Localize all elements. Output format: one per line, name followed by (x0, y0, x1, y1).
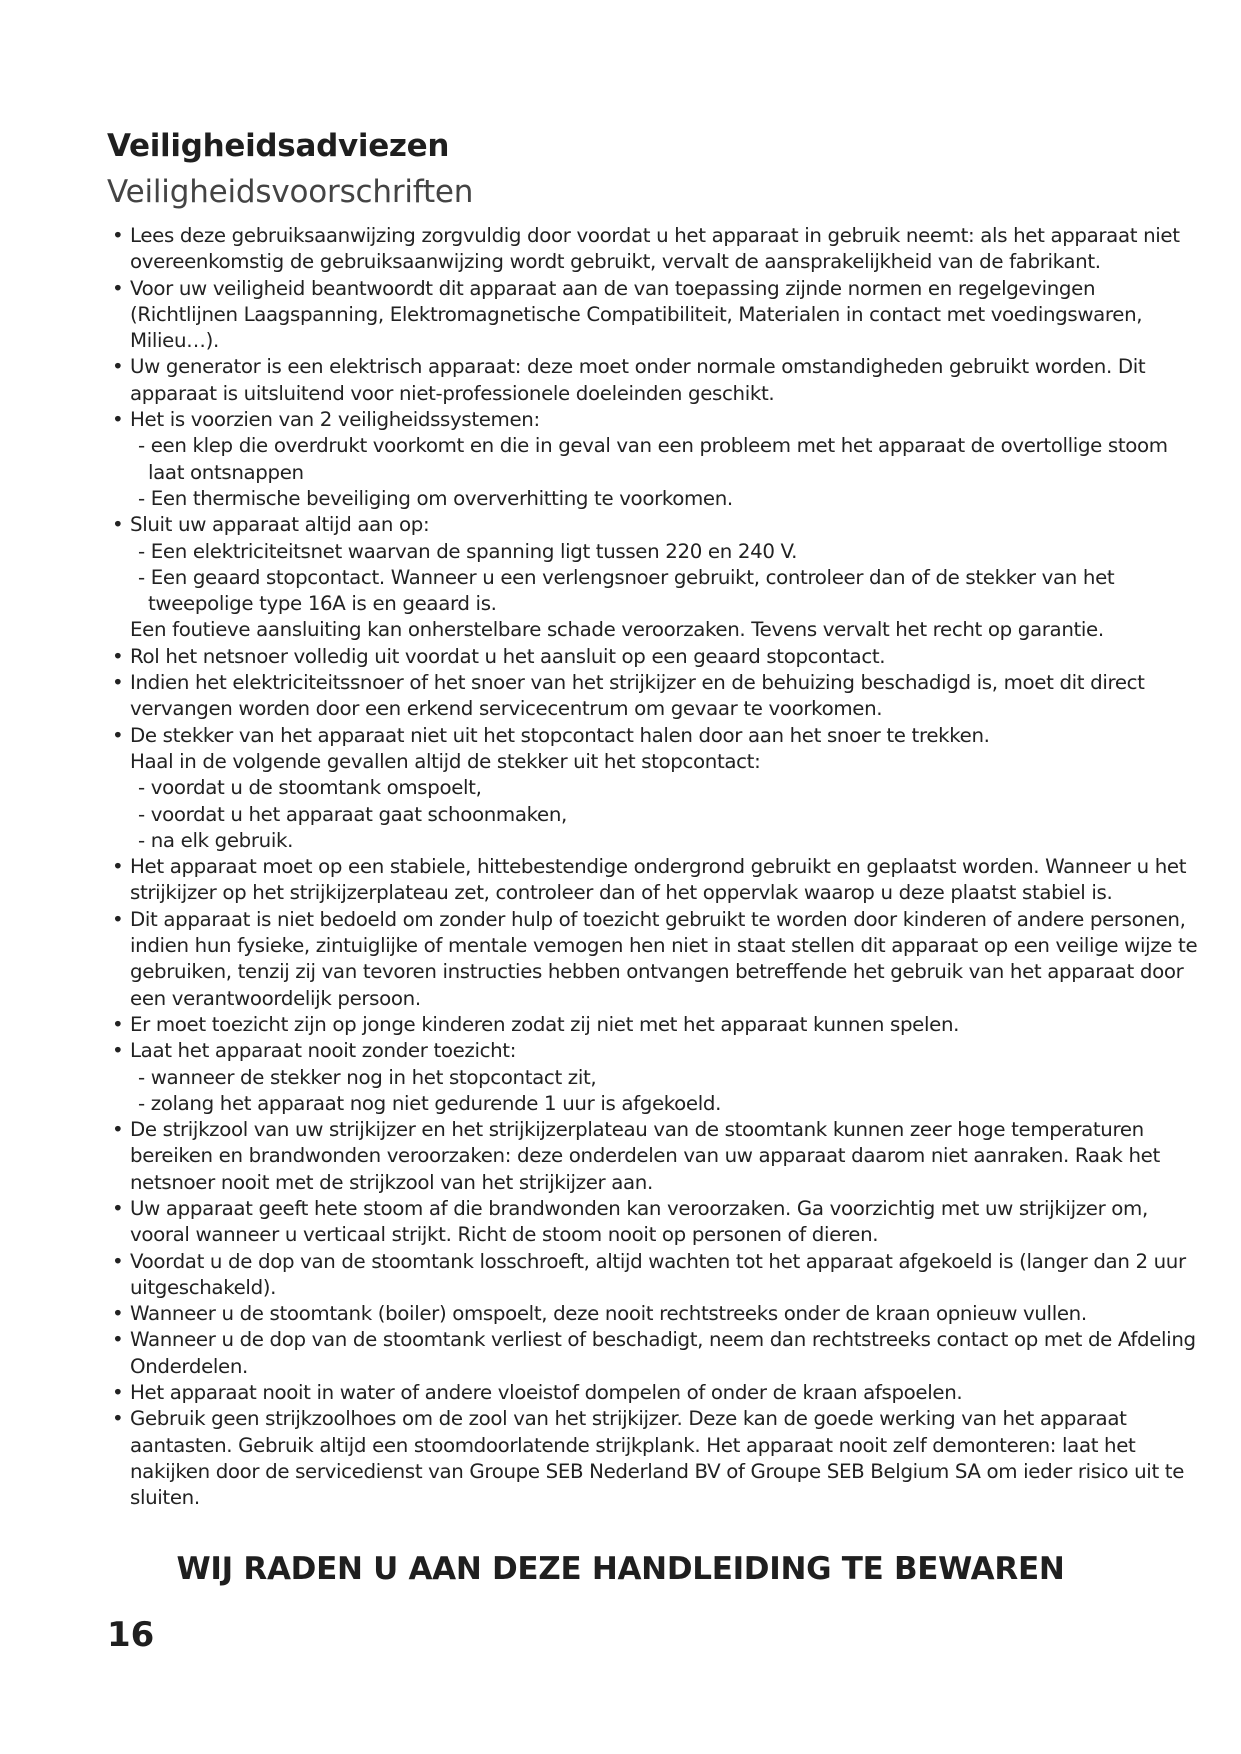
bullet-item: • Rol het netsnoer volledig uit voordat u het aansluit op een geaard stopcontact. (112, 644, 1202, 670)
bullet-item: • Het apparaat moet op een stabiele, hittebestendige ondergrond gebruikt en geplaatst worden. Wanneer u het strijkijzer op het strijkijzerplateau zet, controleer dan of het oppervlak waarop u deze plaatst stabiel is. (112, 854, 1202, 907)
continuation-text: Een foutieve aansluiting kan onherstelbare schade veroorzaken. Tevens vervalt het recht op garantie. (130, 618, 1104, 642)
bullet-item: • Er moet toezicht zijn op jonge kinderen zodat zij niet met het apparaat kunnen spelen. (112, 1012, 1202, 1038)
bullet-item: • Laat het apparaat nooit zonder toezicht: (112, 1038, 1202, 1064)
bullet-item: • Indien het elektriciteitssnoer of het snoer van het strijkijzer en de behuizing beschadigd is, moet dit direct vervangen worden door een erkend servicecentrum om gevaar te voorkomen. (112, 670, 1202, 723)
bullet-item: • Gebruik geen strijkzoolhoes om de zool van het strijkijzer. Deze kan de goede werking van het apparaat aantasten. Gebruik altijd een stoomdoorlatende strijkplank. Het apparaat nooit zelf demonteren: laat het nakijken door de servicedienst van Groupe SEB Nederland BV of Groupe SEB Belgium SA om ieder risico uit te sluiten. (112, 1406, 1202, 1511)
bullet-item: • Wanneer u de stoomtank (boiler) omspoelt, deze nooit rechtstreeks onder de kraan opnieuw vullen. (112, 1301, 1202, 1327)
sub-item: - voordat u het apparaat gaat schoonmaken, (138, 802, 567, 826)
page-number: 16 (107, 1615, 155, 1655)
safety-instructions (112, 223, 1202, 1512)
bullet-item: • Lees deze gebruiksaanwijzing zorgvuldig door voordat u het apparaat in gebruik neemt: als het apparaat niet overeenkomstig de gebruiksaanwijzing wordt gebruikt, vervalt de aansprakelijkheid van de fabrikant. (112, 223, 1202, 276)
bullet-item: • Uw apparaat geeft hete stoom af die brandwonden kan veroorzaken. Ga voorzichtig met uw strijkijzer om, vooral wanneer u verticaal strijkt. Richt de stoom nooit op personen of dieren. (112, 1196, 1202, 1249)
page-title: Veiligheidsadviezen (107, 128, 450, 164)
sub-item: - Een thermische beveiliging om oververhitting te voorkomen. (138, 486, 733, 510)
bullet-item: • Het apparaat nooit in water of andere vloeistof dompelen of onder de kraan afspoelen. (112, 1380, 1202, 1406)
bullet-item: • De stekker van het apparaat niet uit het stopcontact halen door aan het snoer te trekken. (112, 723, 1202, 749)
bullet-item: • Wanneer u de dop van de stoomtank verliest of beschadigt, neem dan rechtstreeks contact op met de Afdeling Onderdelen. (112, 1327, 1202, 1380)
bullet-item: • Voordat u de dop van de stoomtank losschroeft, altijd wachten tot het apparaat afgekoeld is (langer dan 2 uur uitgeschakeld). (112, 1249, 1202, 1302)
sub-item: - voordat u de stoomtank omspoelt, (138, 776, 482, 800)
bullet-item: • De strijkzool van uw strijkijzer en het strijkijzerplateau van de stoomtank kunnen zeer hoge temperaturen bereiken en brandwonden veroorzaken: deze onderdelen van uw apparaat daarom niet aanraken. Raak het netsnoer nooit met de strijkzool van het strijkijzer aan. (112, 1117, 1202, 1196)
sub-item: - een klep die overdrukt voorkomt en die in geval van een probleem met het apparaat de overtollige stoom laat ontsnappen (138, 434, 1168, 484)
keep-manual-note: WIJ RADEN U AAN DEZE HANDLEIDING TE BEWAREN (176, 1551, 1065, 1587)
sub-item: - na elk gebruik. (138, 828, 294, 852)
sub-item: - zolang het apparaat nog niet gedurende 1 uur is afgekoeld. (138, 1091, 722, 1115)
bullet-item: • Sluit uw apparaat altijd aan op: (112, 512, 1202, 538)
sub-item: - Een elektriciteitsnet waarvan de spanning ligt tussen 220 en 240 V. (138, 539, 798, 563)
sub-item: - wanneer de stekker nog in het stopcontact zit, (138, 1065, 597, 1089)
bullet-item: • Het is voorzien van 2 veiligheidssystemen: (112, 407, 1202, 433)
bullet-item: • Uw generator is een elektrisch apparaat: deze moet onder normale omstandigheden gebruikt worden. Dit apparaat is uitsluitend voor niet-professionele doeleinden geschikt. (112, 354, 1202, 407)
section-subtitle: Veiligheidsvoorschriften (107, 174, 474, 210)
bullet-item: • Voor uw veiligheid beantwoordt dit apparaat aan de van toepassing zijnde normen en regelgevingen (Richtlijnen Laagspanning, Elektromagnetische Compatibiliteit, Materialen in contact met voedingswaren, Milieu…). (112, 276, 1202, 355)
bullet-item: • Dit apparaat is niet bedoeld om zonder hulp of toezicht gebruikt te worden door kinderen of andere personen, indien hun fysieke, zintuiglijke of mentale vemogen hen niet in staat stellen dit apparaat op een veilige wijze te gebruiken, tenzij zij van tevoren instructies hebben ontvangen betreffende het gebruik van het apparaat door een verantwoordelijk persoon. (112, 907, 1202, 1012)
sub-item: - Een geaard stopcontact. Wanneer u een verlengsnoer gebruikt, controleer dan of de stekker van het tweepolige type 16A is en geaard is. (138, 565, 1115, 616)
continuation-text: Haal in de volgende gevallen altijd de stekker uit het stopcontact: (130, 749, 761, 773)
